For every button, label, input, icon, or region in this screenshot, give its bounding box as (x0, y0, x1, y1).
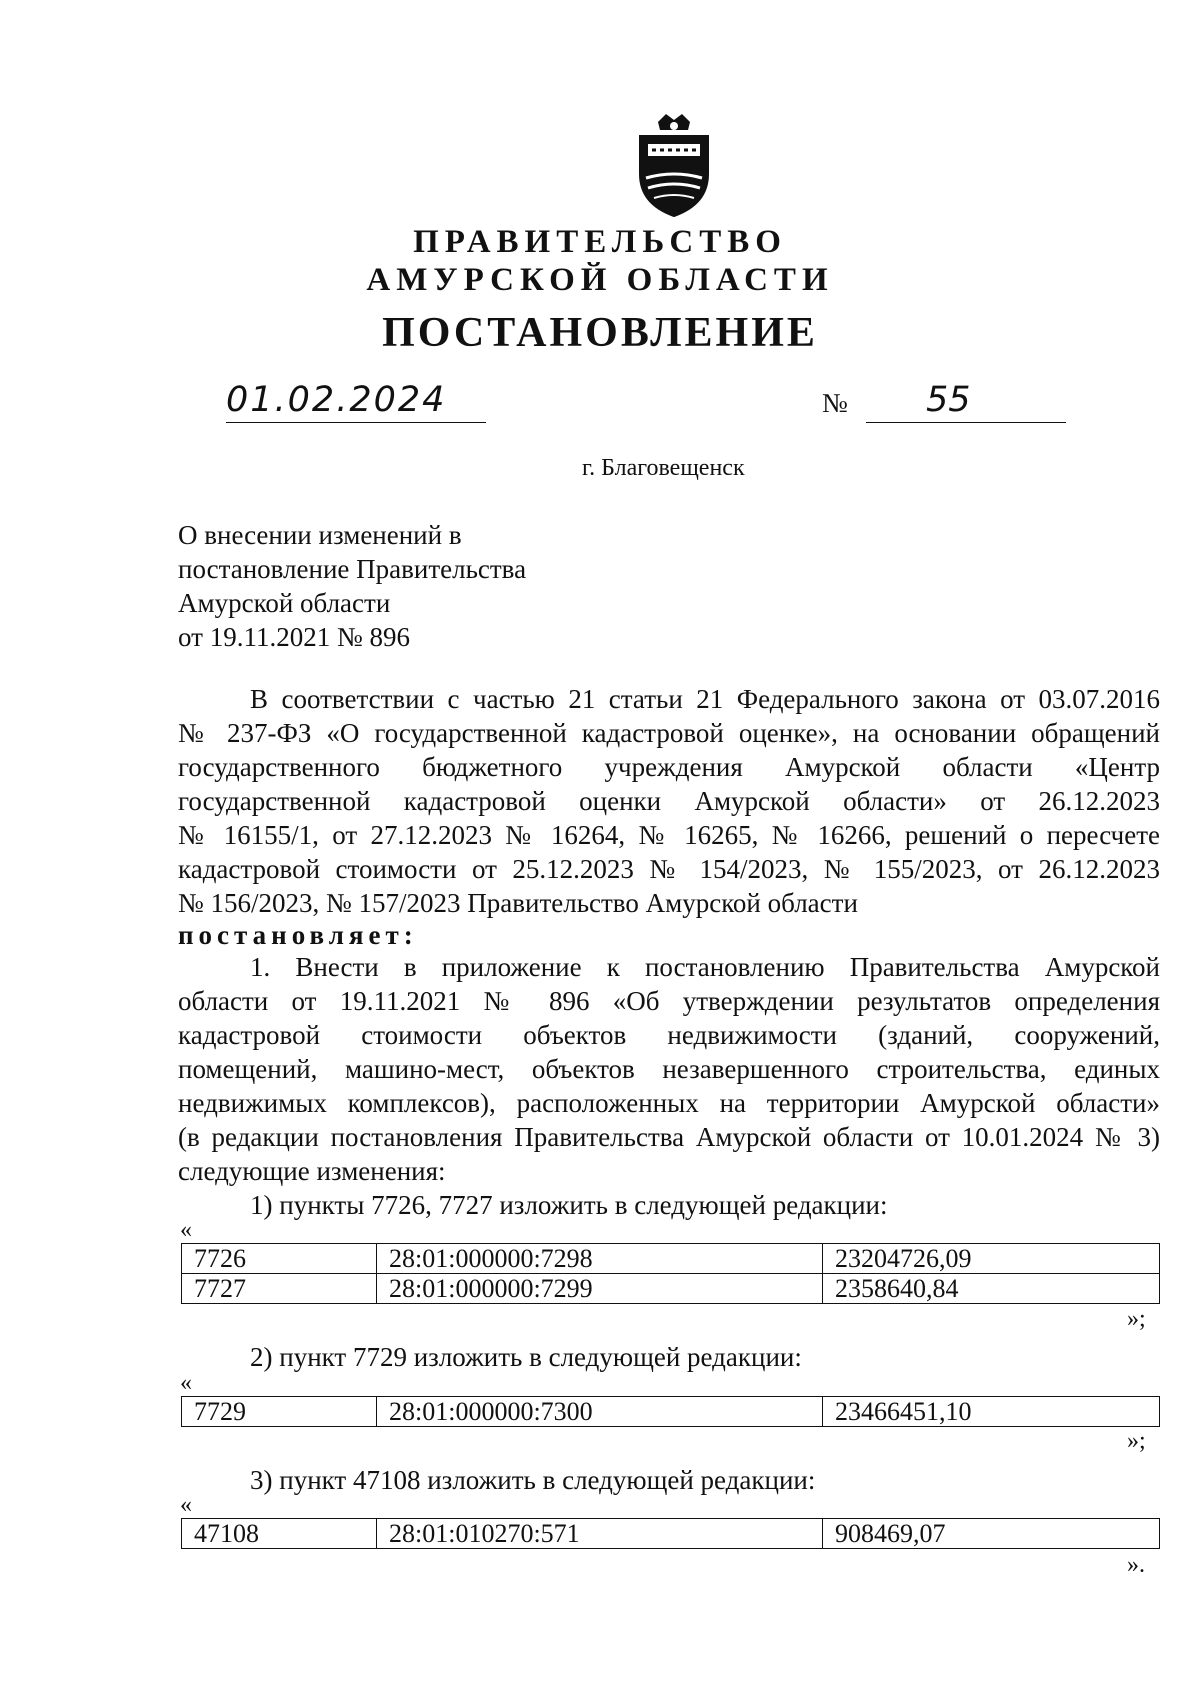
preamble-line: № 16155/1, от 27.12.2023 № 16264, № 16265, № 16266, решений о пересчете (178, 820, 1160, 850)
preamble-line: № 156/2023, № 157/2023 Правительство Амурской области (178, 888, 858, 918)
preamble-line: В соответствии с частью 21 статьи 21 Федерального закона от 03.07.2016 (250, 684, 1160, 714)
cadastral-number-cell: 28:01:000000:7299 (377, 1274, 823, 1304)
cadastral-value-cell: 908469,07 (823, 1519, 1160, 1549)
close-quote: »; (1127, 1428, 1146, 1454)
city-line: г. Благовещенск (582, 455, 745, 481)
item1-line: кадастровой стоимости объектов недвижимости (зданий, сооружений, (178, 1020, 1160, 1050)
open-quote: « (180, 1492, 192, 1518)
subject-line: О внесении изменений в (178, 520, 462, 550)
subject-line: Амурской области (178, 588, 391, 618)
close-quote: »; (1127, 1306, 1146, 1332)
table-row (182, 1244, 1160, 1274)
number-label: № (822, 388, 848, 418)
cadastral-table (181, 1518, 1160, 1549)
document-type-title: ПОСТАНОВЛЕНИЕ (382, 310, 818, 356)
item1-line: следующие изменения: (178, 1156, 446, 1186)
document-number: 55 (866, 378, 1066, 423)
subject-line: от 19.11.2021 № 896 (178, 622, 410, 652)
government-title: ПРАВИТЕЛЬСТВО (413, 224, 787, 260)
document-subject (178, 518, 526, 654)
item-number-cell: 47108 (182, 1519, 377, 1549)
table-row (182, 1274, 1160, 1304)
coat-of-arms-icon (628, 112, 720, 218)
item-number-cell: 7727 (182, 1274, 377, 1304)
amendment-heading: 3) пункт 47108 изложить в следующей редакции: (250, 1465, 816, 1495)
subject-line: постановление Правительства (178, 554, 527, 584)
open-quote: « (180, 1217, 192, 1243)
item1-line: недвижимых комплексов), расположенных на территории Амурской области» (178, 1088, 1160, 1118)
item1-line: помещений, машино-мест, объектов незавершенного строительства, единых (178, 1054, 1160, 1084)
cadastral-value-cell: 23204726,09 (823, 1244, 1160, 1274)
cadastral-table (181, 1396, 1160, 1427)
open-quote: « (180, 1370, 192, 1396)
item1-line: 1. Внести в приложение к постановлению Правительства Амурской (250, 952, 1160, 982)
amendment-heading: 2) пункт 7729 изложить в следующей редакции: (250, 1342, 802, 1372)
item1-line: (в редакции постановления Правительства Амурской области от 10.01.2024 № 3) (178, 1122, 1160, 1152)
cadastral-value-cell: 2358640,84 (823, 1274, 1160, 1304)
cadastral-table (181, 1243, 1160, 1304)
item-number-cell: 7726 (182, 1244, 377, 1274)
cadastral-number-cell: 28:01:010270:571 (377, 1519, 823, 1549)
preamble-line: государственного бюджетного учреждения Амурской области «Центр (178, 752, 1160, 782)
table-row (182, 1397, 1160, 1427)
preamble-line: кадастровой стоимости от 25.12.2023 № 154/2023, № 155/2023, от 26.12.2023 (178, 854, 1160, 884)
resolves-word: постановляет: (178, 920, 418, 950)
close-quote: ». (1127, 1552, 1145, 1578)
item-number-cell: 7729 (182, 1397, 377, 1427)
region-title: АМУРСКОЙ ОБЛАСТИ (366, 262, 834, 298)
preamble-line: № 237-ФЗ «О государственной кадастровой оценке», на основании обращений (178, 718, 1160, 748)
cadastral-number-cell: 28:01:000000:7300 (377, 1397, 823, 1427)
amendment-heading: 1) пункты 7726, 7727 изложить в следующей редакции: (250, 1190, 888, 1220)
item1-line: области от 19.11.2021 № 896 «Об утверждении результатов определения (178, 986, 1160, 1016)
cadastral-number-cell: 28:01:000000:7298 (377, 1244, 823, 1274)
document-date: 01.02.2024 (226, 378, 486, 423)
preamble-line: государственной кадастровой оценки Амурской области» от 26.12.2023 (178, 786, 1160, 816)
table-row (182, 1519, 1160, 1549)
cadastral-value-cell: 23466451,10 (823, 1397, 1160, 1427)
